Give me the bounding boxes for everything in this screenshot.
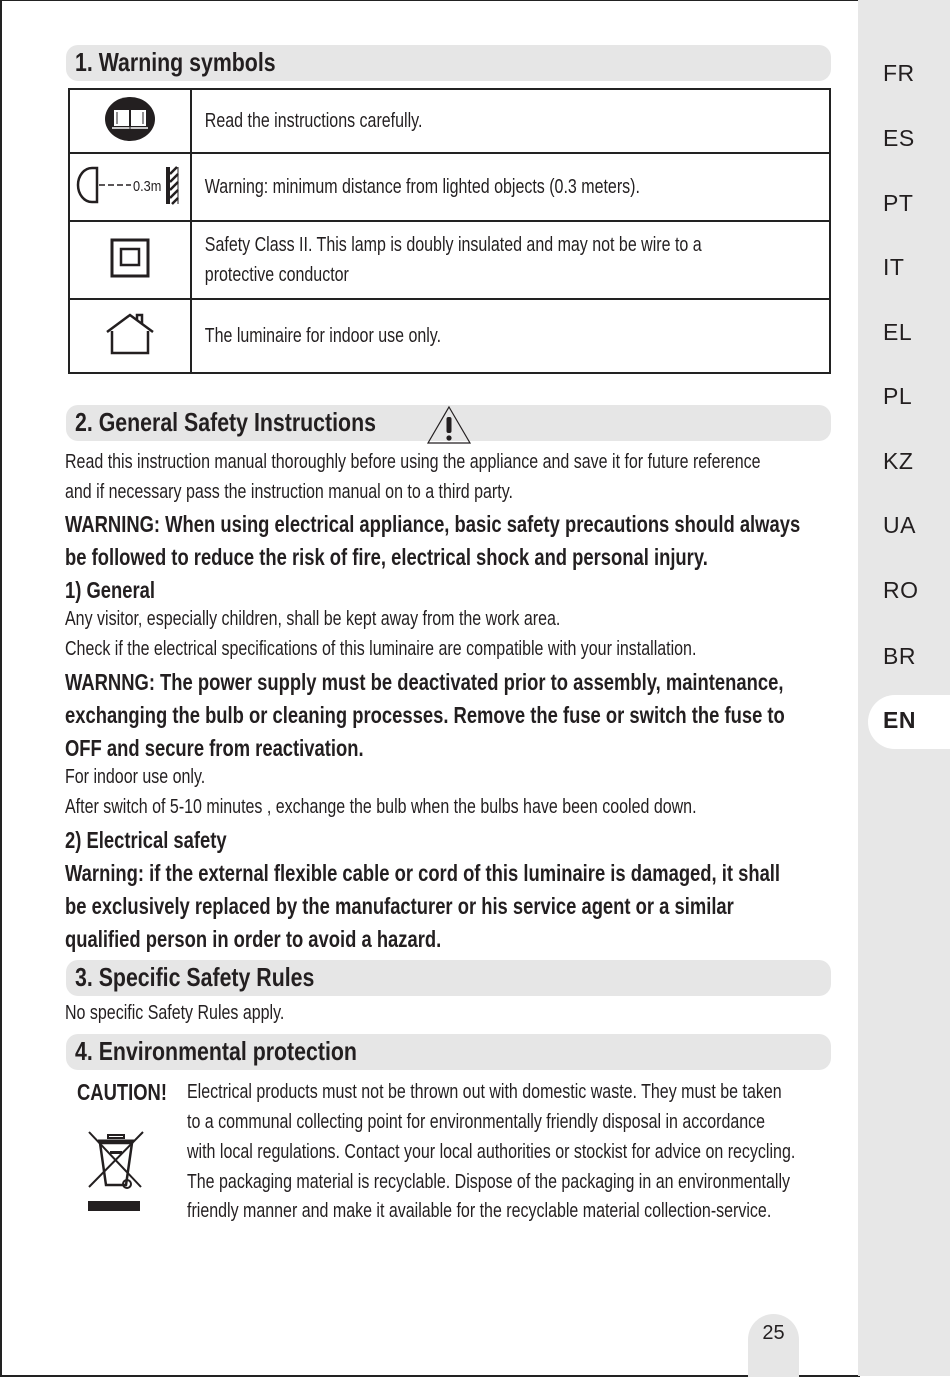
lang-tab-fr[interactable]: FR (883, 60, 915, 86)
symbol-description-line2: protective conductor (204, 264, 349, 286)
table-row (69, 153, 830, 221)
lang-tab-kz[interactable]: KZ (883, 448, 914, 474)
warning-symbols-table (68, 88, 831, 374)
section-title: 2. General Safety Instructions (75, 407, 376, 437)
lang-tab-ro[interactable]: RO (883, 577, 919, 603)
min-distance-icon (75, 162, 185, 208)
symbol-description-line1: Safety Class II. This lamp is doubly insulated and may not be wire to a (204, 234, 702, 256)
caution-label: CAUTION! (77, 1079, 167, 1105)
section-title: 3. Specific Safety Rules (75, 962, 315, 992)
table-row (69, 299, 830, 373)
warning-line: be followed to reduce the risk of fire, electrical shock and personal injury. (65, 544, 708, 570)
weee-bin-icon (86, 1129, 146, 1217)
intro-line: and if necessary pass the instruction manual on to a third party. (65, 481, 513, 503)
lang-tab-ua[interactable]: UA (883, 512, 916, 538)
symbol-description: Read the instructions carefully. (204, 110, 423, 132)
section-header-general-safety (66, 405, 831, 441)
lang-tab-br[interactable]: BR (883, 643, 916, 669)
lang-tab-pt[interactable]: PT (883, 190, 914, 216)
body-line: Check if the electrical specifications of this luminaire are compatible with your installation. (65, 638, 697, 660)
section-header-warning-symbols (66, 45, 831, 81)
intro-line: Read this instruction manual thoroughly before using the appliance and save it for future reference (65, 451, 761, 473)
body-line: After switch of 5-10 minutes , exchange the bulb when the bulbs have been cooled down. (65, 796, 697, 818)
subheading-electrical: 2) Electrical safety (65, 827, 227, 853)
environment-line: Electrical products must not be thrown out with domestic waste. They must be taken (187, 1081, 782, 1103)
subheading-general: 1) General (65, 577, 155, 603)
warning-line: exchanging the bulb or cleaning processes. Remove the fuse or switch the fuse to (65, 702, 785, 728)
environment-line: to a communal collecting point for environmentally friendly disposal in accordance (187, 1111, 766, 1133)
body-line: No specific Safety Rules apply. (65, 1002, 285, 1024)
body-line: Any visitor, especially children, shall be kept away from the work area. (65, 608, 561, 630)
language-sidebar (858, 0, 950, 1376)
symbol-description: Warning: minimum distance from lighted objects (0.3 meters). (204, 176, 640, 198)
warning-line: Warning: if the external flexible cable or cord of this luminaire is damaged, it shall (65, 860, 781, 886)
environment-line: The packaging material is recyclable. Dispose of the packaging in an environmentally (187, 1171, 790, 1193)
lang-tab-el[interactable]: EL (883, 319, 913, 345)
page-number-tab (748, 1314, 799, 1377)
indoor-house-icon (105, 313, 155, 355)
distance-label: 0.3m (132, 176, 162, 194)
lang-tab-pl[interactable]: PL (883, 383, 913, 409)
page-number: 25 (762, 1322, 785, 1344)
warning-line: OFF and secure from reactivation. (65, 735, 364, 761)
class-ii-icon (110, 238, 150, 278)
lang-tab-en[interactable]: EN (883, 707, 916, 733)
section-header-environment (66, 1034, 831, 1070)
read-manual-icon (104, 96, 156, 142)
body-line: For indoor use only. (65, 766, 206, 788)
table-row (69, 221, 830, 299)
environment-line: friendly manner and make it available for the recyclable material collection-service. (187, 1200, 772, 1222)
warning-line: WARNNG: The power supply must be deactivated prior to assembly, maintenance, (65, 669, 784, 695)
table-row (69, 89, 830, 153)
section-header-specific-rules (66, 960, 831, 996)
section-title: 4. Environmental protection (75, 1036, 357, 1066)
warning-line: be exclusively replaced by the manufacturer or his service agent or a similar (65, 893, 734, 919)
symbol-description: The luminaire for indoor use only. (204, 325, 442, 347)
warning-line: WARNING: When using electrical appliance, basic safety precautions should always (65, 511, 801, 537)
lang-tab-it[interactable]: IT (883, 254, 905, 280)
section-title: 1. Warning symbols (75, 47, 276, 77)
environment-line: with local regulations. Contact your local authorities or stockist for advice on recycling. (187, 1141, 796, 1163)
warning-line: qualified person in order to avoid a hazard. (65, 926, 442, 952)
warning-triangle-icon (426, 405, 472, 445)
lang-tab-es[interactable]: ES (883, 125, 915, 151)
